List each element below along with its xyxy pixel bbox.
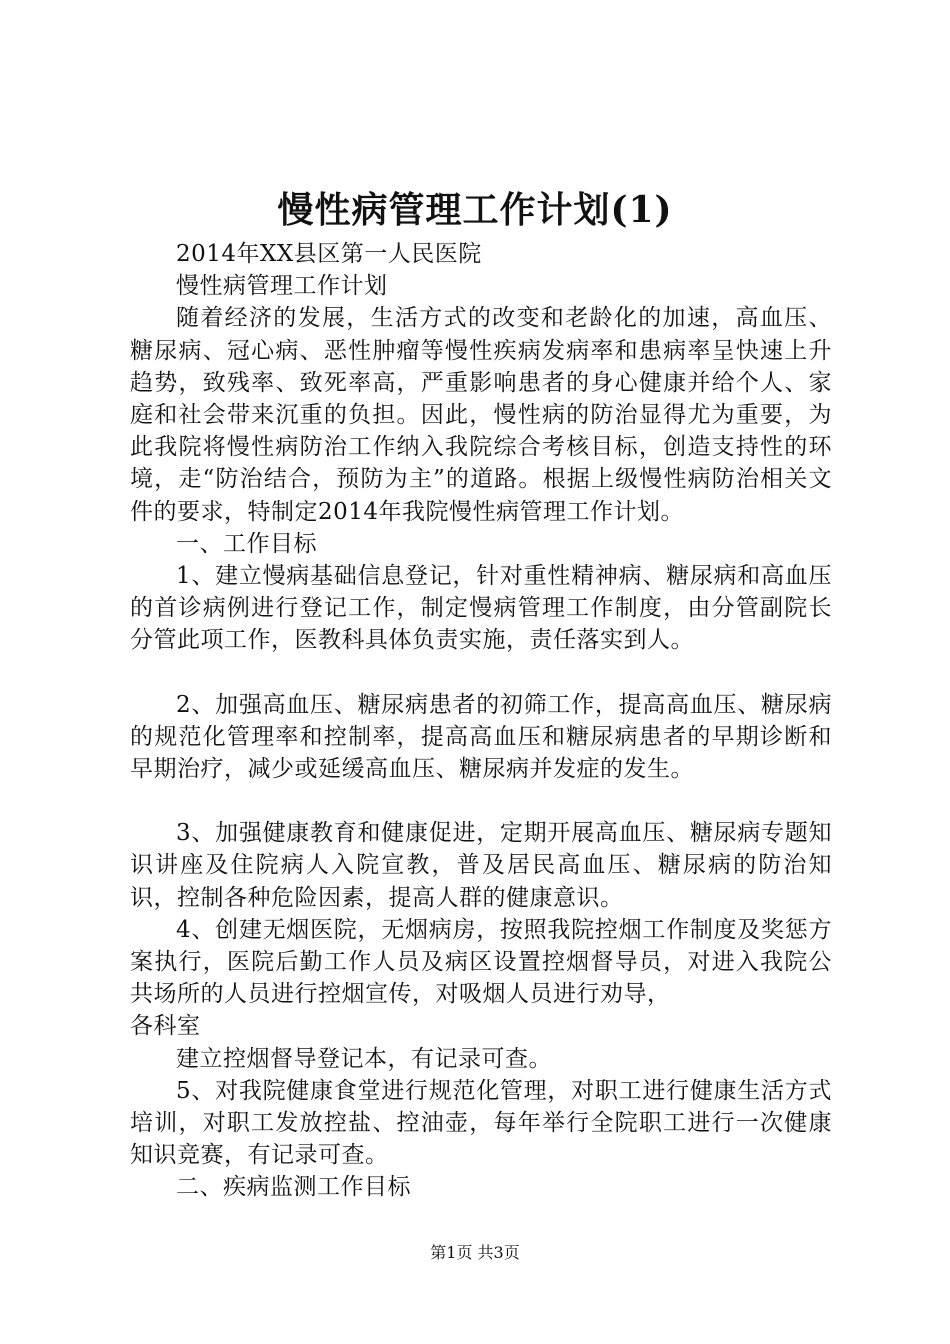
paragraph-goal-4-record: 建立控烟督导登记本，有记录可查。 (176, 1045, 552, 1072)
paragraph-goal-3: 3、加强健康教育和健康促进，定期开展高血压、糖尿病专题知识讲座及住院病人入院宣教，普及居民高血压、糖尿病的防治知识，控制各种危险因素，提高人群的健康意识。 (130, 820, 832, 911)
paragraph-goal-2: 2、加强高血压、糖尿病患者的初筛工作，提高高血压、糖尿病的规范化管理率和控制率，提高高血压和糖尿病患者的早期诊断和早期治疗，减少或延缓高血压、糖尿病并发症的发生。 (130, 691, 832, 783)
section-heading-work-goals: 一、工作目标 (176, 530, 317, 557)
section-heading-disease-monitoring: 二、疾病监测工作目标 (176, 1174, 411, 1201)
paragraph-goal-5: 5、对我院健康食堂进行规范化管理，对职工进行健康生活方式培训，对职工发放控盐、控油壶，每年举行全院职工进行一次健康知识竞赛，有记录可查。 (130, 1077, 832, 1169)
document-title: 慢性病管理工作计划(1) (277, 189, 673, 231)
paragraph-hospital-line: 2014年XX县区第一人民医院 (176, 241, 482, 267)
paragraph-goal-4: 4、创建无烟医院，无烟病房，按照我院控烟工作制度及奖惩方案执行，医院后勤工作人员及病区设置控烟督导员，对进入我院公共场所的人员进行控烟宣传，对吸烟人员进行劝导， (130, 916, 832, 1008)
document-body (130, 238, 832, 1204)
paragraph-goal-4-continued: 各科室 (130, 1013, 201, 1040)
page-number-footer: 第1页 共3页 (430, 1243, 520, 1262)
paragraph-goal-1: 1、建立慢病基础信息登记，针对重性精神病、糖尿病和高血压的首诊病例进行登记工作，制定慢病管理工作制度，由分管副院长分管此项工作，医教科具体负责实施，责任落实到人。 (130, 563, 832, 654)
paragraph-plan-subtitle: 慢性病管理工作计划 (176, 273, 388, 300)
paragraph-intro: 随着经济的发展，生活方式的改变和老龄化的加速，高血压、糖尿病、冠心病、恶性肿瘤等慢性疾病发病率和患病率呈快速上升趋势，致残率、致死率高，严重影响患者的身心健康并给个人、家庭和社会带来沉重的负担。因此，慢性病的防治显得尤为重要，为此我院将慢性病防治工作纳入我院综合考核目标，创造支持性的环境，走“防治结合，预防为主”的道路。根据上级慢性病防治相关文件的要求，特制定2014年我院慢性病管理工作计划。 (130, 305, 832, 525)
